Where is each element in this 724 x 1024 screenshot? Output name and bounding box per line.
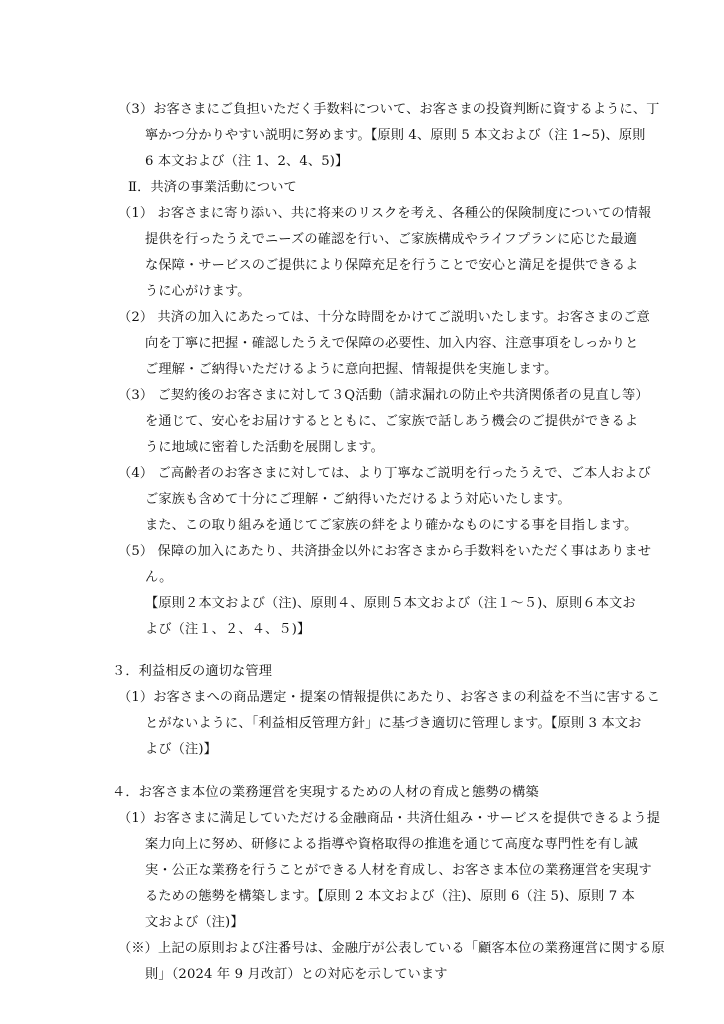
paragraph-line: ご理解・ご納得いただけるように意向把握、情報提供を実施します。 <box>145 362 558 377</box>
paragraph-line: な保障・サービスのご提供により保障充足を行うことで安心と満足を提供できるよ <box>145 258 639 273</box>
paragraph-line: （5） 保障の加入にあたり、共済掛金以外にお客さまから手数料をいただく事はありませ <box>118 544 652 559</box>
paragraph-line: （2） 共済の加入にあたっては、十分な時間をかけてご説明いたします。お客さまのご意 <box>118 310 650 325</box>
paragraph-line: 【原則２本文および（注)、原則４、原則５本文および（注１～５)、原則６本文お <box>145 596 636 611</box>
paragraph-line: 寧かつ分かりやすい説明に努めます。【原則 4、原則 5 本文および（注 1~5)、原則 <box>145 128 646 143</box>
paragraph-line: （1）お客さまへの商品選定・提案の情報提供にあたり、お客さまの利益を不当に害するこ <box>118 690 661 705</box>
paragraph-line: 提供を行ったうえでニーズの確認を行い、ご家族構成やライフプランに応じた最適 <box>145 232 638 247</box>
paragraph-line: 実・公正な業務を行うことができる人材を育成し、お客さま本位の業務運営を実現す <box>145 863 652 878</box>
section-heading: Ⅱ．共済の事業活動について <box>128 180 297 195</box>
paragraph-line: よび（注１、２、４、５)】 <box>145 622 311 637</box>
paragraph-line: ご家族も含めて十分にご理解・ご納得いただけるよう対応いたします。 <box>145 492 571 507</box>
paragraph-line: （1）お客さまに満足していただける金融商品・共済仕組み・サービスを提供できるよう提 <box>118 811 661 826</box>
paragraph-line: 向を丁寧に把握・確認したうえで保障の必要性、加入内容、注意事項をしっかりと <box>145 336 639 351</box>
paragraph-line: よび（注)】 <box>145 742 217 757</box>
paragraph-line: るための態勢を構築します。【原則 2 本文および（注)、原則 6（注 5)、原則 7 本 <box>145 889 635 904</box>
paragraph-line: （1） お客さまに寄り添い、共に将来のリスクを考え、各種公的保険制度についての情報 <box>118 206 652 221</box>
paragraph-line: 文および（注)】 <box>145 915 244 930</box>
section-heading: ４．お客さま本位の業務運営を実現するための人材の育成と態勢の構築 <box>112 785 539 800</box>
paragraph-line: また、この取り組みを通じてご家族の絆をより確かなものにする事を目指します。 <box>145 518 638 533</box>
paragraph-line: （3）お客さまにご負担いただく手数料について、お客さまの投資判断に資するように、丁 <box>118 102 660 117</box>
paragraph-line: うに心がけます。 <box>145 284 251 299</box>
section-heading: ３．利益相反の適切な管理 <box>112 664 273 679</box>
paragraph-line: とがないように、「利益相反管理方針」に基づき適切に管理します。【原則 3 本文お <box>145 716 642 731</box>
footnote-line: 則」（2024 年 9 月改訂）との対応を示しています <box>145 967 448 982</box>
paragraph-line: （4） ご高齢者のお客さまに対しては、より丁寧なご説明を行ったうえで、ご本人および <box>118 466 651 481</box>
paragraph-line: （3） ご契約後のお客さまに対して３Q活動（請求漏れの防止や共済関係者の見直し等） <box>118 388 649 403</box>
paragraph-line: うに地域に密着した活動を展開します。 <box>145 440 385 455</box>
paragraph-line: 案力向上に努め、研修による指導や資格取得の推進を通じて高度な専門性を有し誠 <box>145 837 638 852</box>
paragraph-line: 6 本文および（注 1、2、4、5)】 <box>145 154 349 169</box>
footnote-line: （※）上記の原則および注番号は、金融庁が公表している「顧客本位の業務運営に関する原 <box>118 941 665 956</box>
paragraph-line: ん。 <box>145 570 173 585</box>
paragraph-line: を通じて、安心をお届けするとともに、ご家族で話しあう機会のご提供ができるよ <box>145 414 639 429</box>
